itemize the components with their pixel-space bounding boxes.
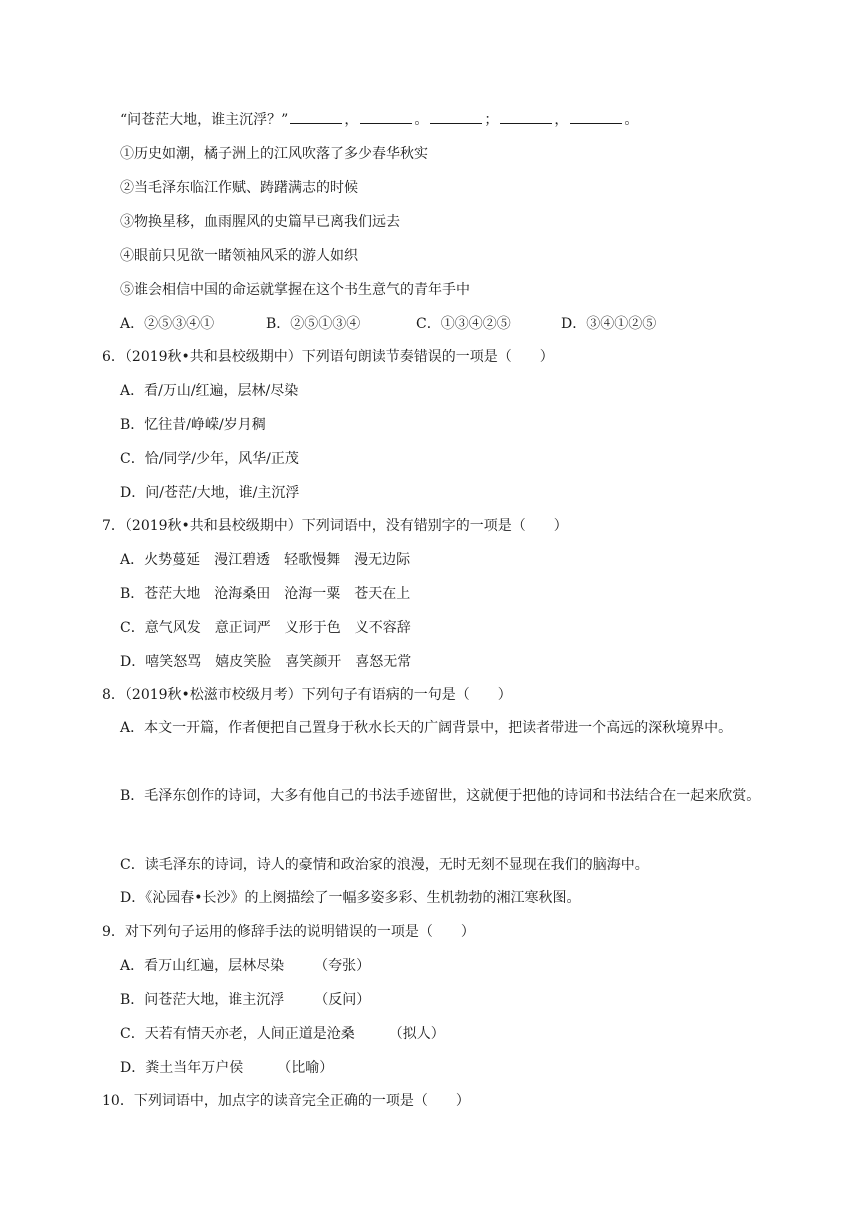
q5-options xyxy=(120,314,656,334)
punct: ， xyxy=(344,112,359,128)
q5-item-4: ④眼前只见欲一睹领袖风采的游人如织 xyxy=(120,248,358,264)
q9-option-d-note: （比喻） xyxy=(277,1060,334,1076)
q8-option-a xyxy=(102,711,788,745)
q5-option-b: B．②⑤①③④ xyxy=(266,316,361,332)
punct: 。 xyxy=(414,112,429,128)
q5-stem xyxy=(120,110,638,130)
q5-item-2: ②当毛泽东临江作赋、踌躇满志的时候 xyxy=(120,180,358,196)
answer-blank xyxy=(360,111,412,124)
q9-option-a xyxy=(120,956,370,976)
q9-option-b-text: B．问苍茫大地，谁主沉浮 xyxy=(120,992,285,1008)
q9-option-a-note: （夸张） xyxy=(314,958,371,974)
q5-item-1: ①历史如潮，橘子洲上的江风吹落了多少春华秋实 xyxy=(120,146,428,162)
punct: ； xyxy=(484,112,499,128)
q7-stem: 7．（2019秋•共和县校级期中）下列词语中，没有错别字的一项是（ ） xyxy=(102,518,568,534)
q8-option-d: D．《沁园春•长沙》的上阕描绘了一幅多姿多彩、生机勃勃的湘江寒秋图。 xyxy=(120,890,581,906)
q5-option-d: D．③④①②⑤ xyxy=(561,316,657,332)
q8-option-c: C．读毛泽东的诗词，诗人的豪情和政治家的浪漫，无时无刻不显现在我们的脑海中。 xyxy=(120,857,649,873)
q8-option-b xyxy=(102,779,788,813)
q9-option-d-text: D．粪土当年万户侯 xyxy=(120,1060,244,1076)
q9-option-d xyxy=(120,1058,333,1078)
q6-option-d: D．问/苍茫/大地，谁/主沉浮 xyxy=(120,485,300,501)
punct: 。 xyxy=(624,112,639,128)
q8-stem: 8．（2019秋•松滋市校级月考）下列句子有语病的一句是（ ） xyxy=(102,687,512,703)
q9-option-c-text: C．天若有情天亦老，人间正道是沧桑 xyxy=(120,1026,355,1042)
q9-option-a-text: A．看万山红遍，层林尽染 xyxy=(120,958,285,974)
q7-option-d: D．嘻笑怒骂 嬉皮笑脸 喜笑颜开 喜怒无常 xyxy=(120,654,412,670)
q5-option-a: A．②⑤③④① xyxy=(120,316,215,332)
q5-item-3: ③物换星移，血雨腥风的史篇早已离我们远去 xyxy=(120,214,400,230)
q8-option-a-text: A．本文一开篇，作者便把自己置身于秋水长天的广阔背景中，把读者带进一个高远的深秋境界中。 xyxy=(120,720,733,736)
answer-blank xyxy=(570,111,622,124)
q5-item-5: ⑤谁会相信中国的命运就掌握在这个书生意气的青年手中 xyxy=(120,282,470,298)
q10-stem: 10．下列词语中，加点字的读音完全正确的一项是（ ） xyxy=(102,1093,470,1109)
q9-stem: 9．对下列句子运用的修辞手法的说明错误的一项是（ ） xyxy=(102,924,475,940)
punct: ， xyxy=(554,112,569,128)
q9-option-b-note: （反问） xyxy=(314,992,371,1008)
q6-stem: 6．（2019秋•共和县校级期中）下列语句朗读节奏错误的一项是（ ） xyxy=(102,349,554,365)
q8-option-b-text: B．毛泽东创作的诗词，大多有他自己的书法手迹留世，这就便于把他的诗词和书法结合在一起来欣赏。 xyxy=(120,788,761,804)
answer-blank xyxy=(430,111,482,124)
q5-stem-start: “问苍茫大地，谁主沉浮？” xyxy=(120,112,289,128)
q7-option-b: B．苍茫大地 沧海桑田 沧海一粟 苍天在上 xyxy=(120,586,411,602)
q6-option-a: A．看/万山/红遍，层林/尽染 xyxy=(120,383,299,399)
answer-blank xyxy=(500,111,552,124)
q9-option-b xyxy=(120,990,370,1010)
q6-option-b: B．忆往昔/峥嵘/岁月稠 xyxy=(120,417,266,433)
q7-option-c: C．意气风发 意正词严 义形于色 义不容辞 xyxy=(120,620,411,636)
q9-option-c xyxy=(120,1024,445,1044)
answer-blank xyxy=(290,111,342,124)
q9-option-c-note: （拟人） xyxy=(388,1026,445,1042)
q7-option-a: A．火势蔓延 漫江碧透 轻歌慢舞 漫无边际 xyxy=(120,552,411,568)
q6-option-c: C．恰/同学/少年，风华/正茂 xyxy=(120,451,299,467)
q5-option-c: C．①③④②⑤ xyxy=(416,316,511,332)
